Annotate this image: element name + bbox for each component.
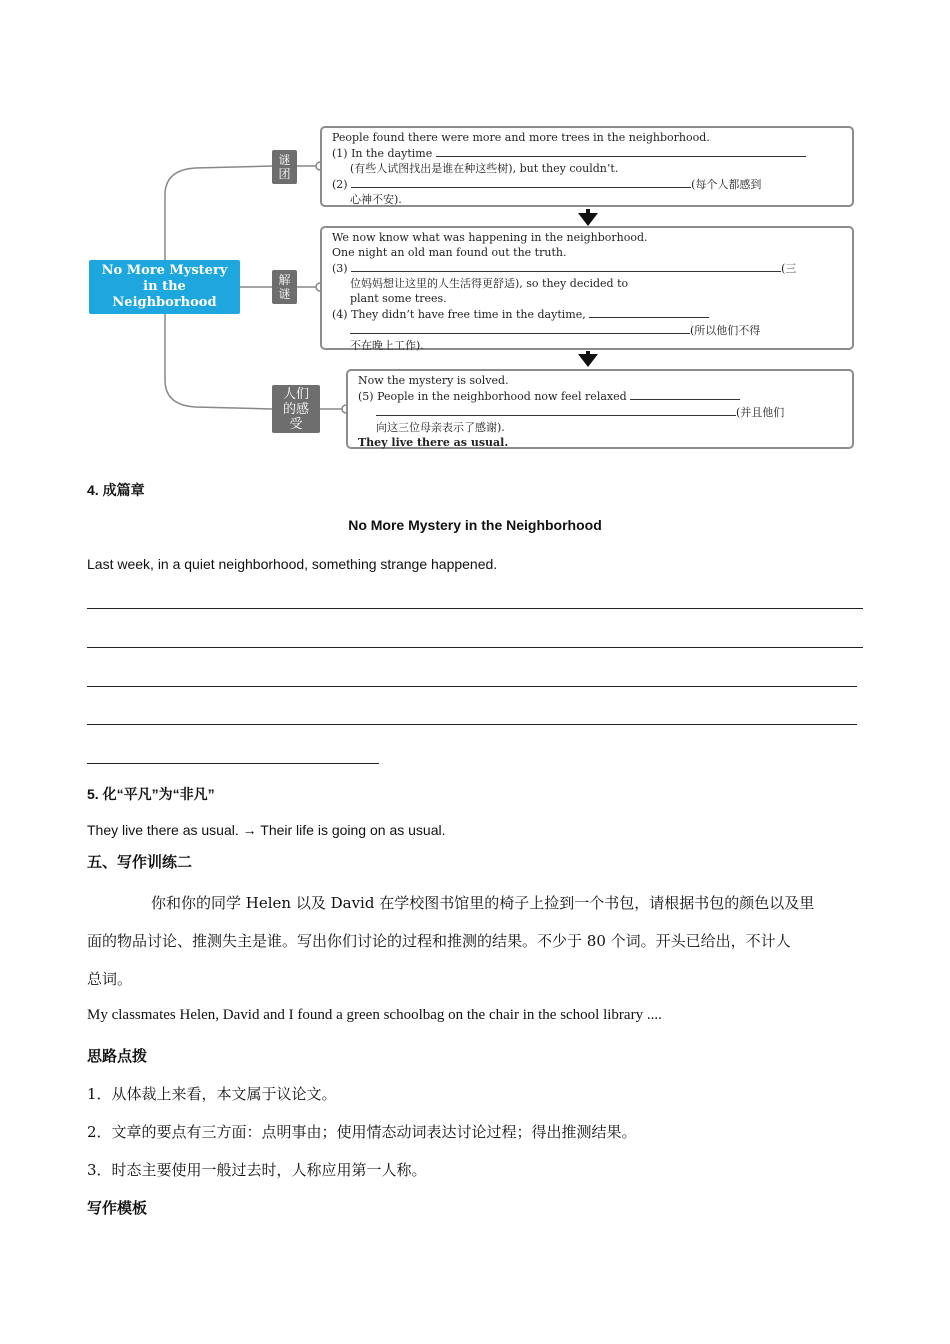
arrow-down-icon — [578, 213, 598, 226]
answer-blank-3[interactable] — [351, 260, 781, 272]
box2-line: 不在晚上工作). — [350, 339, 424, 352]
tag-feelings: 人们的感受 — [272, 385, 320, 433]
box1-line: (2) — [332, 178, 348, 191]
prompt-line: 总词。 — [87, 970, 133, 988]
tip-item: 3．时态主要使用一般过去时，人称应用第一人称。 — [87, 1161, 427, 1179]
tip-item: 2．文章的要点有三方面：点明事由；使用情态动词表达讨论过程；得出推测结果。 — [87, 1123, 637, 1141]
tag-solving: 解谜 — [272, 270, 297, 304]
answer-blank-4[interactable] — [589, 306, 709, 318]
box1-line: People found there were more and more trees in the neighborhood. — [332, 131, 710, 144]
box1-line: (1) In the daytime — [332, 147, 433, 160]
writing-line[interactable] — [87, 724, 857, 725]
mind-map-root-label: No More Mystery in the Neighborhood — [101, 263, 228, 310]
box2-line: (3) — [332, 262, 348, 275]
answer-blank-1[interactable] — [436, 145, 806, 157]
box2-line: (所以他们不得 — [690, 324, 761, 337]
mind-map-box-feelings — [346, 369, 854, 449]
essay-opening: Last week, in a quiet neighborhood, something strange happened. — [87, 556, 498, 572]
box1-line: (有些人试图找出是谁在种这些树), but they couldn’t. — [350, 162, 619, 175]
box2-line: We now know what was happening in the neighborhood. — [332, 231, 648, 244]
prompt-line: 你和你的同学 Helen 以及 David 在学校图书馆里的椅子上捡到一个书包，请根据书包的颜色以及里 — [151, 894, 815, 912]
box3-line: They live there as usual. — [358, 436, 509, 449]
box2-line: (4) They didn’t have free time in the daytime, — [332, 308, 586, 321]
box2-line: 位妈妈想让这里的人生活得更舒适), so they decided to — [350, 277, 629, 290]
box1-line: (每个人都感到 — [691, 178, 762, 191]
writing-line[interactable] — [87, 686, 857, 687]
answer-blank-2[interactable] — [351, 176, 691, 188]
prompt-opening: My classmates Helen, David and I found a green schoolbag on the chair in the school library .... — [87, 1007, 662, 1023]
section-5-example: They live there as usual. → Their life is going on as usual. — [87, 822, 446, 838]
box3-line: 向这三位母亲表示了感谢). — [376, 421, 505, 434]
template-heading: 写作模板 — [87, 1200, 148, 1217]
tip-item: 1．从体裁上来看，本文属于议论文。 — [87, 1085, 337, 1103]
box2-line: One night an old man found out the truth. — [332, 246, 567, 259]
arrow-down-icon — [578, 354, 598, 367]
mind-map-root — [89, 260, 240, 314]
mind-map-box-solving — [320, 226, 854, 350]
essay-title: No More Mystery in the Neighborhood — [348, 517, 602, 533]
answer-blank-5b[interactable] — [376, 404, 736, 416]
box1-line: 心神不安). — [350, 193, 402, 206]
section-5-heading: 5. 化“平凡”为“非凡” — [87, 786, 215, 802]
answer-blank-5[interactable] — [630, 388, 740, 400]
section-five-heading: 五、写作训练二 — [87, 854, 193, 871]
writing-line[interactable] — [87, 647, 863, 648]
tag-mystery: 谜团 — [272, 150, 297, 184]
answer-blank-4b[interactable] — [350, 322, 690, 334]
mind-map-box-mystery — [320, 126, 854, 207]
writing-line[interactable] — [87, 608, 863, 609]
box3-line: (5) People in the neighborhood now feel relaxed — [358, 390, 627, 403]
writing-line[interactable] — [87, 763, 379, 764]
box2-line: plant some trees. — [350, 292, 447, 305]
section-4-heading: 4. 成篇章 — [87, 482, 145, 498]
tips-heading: 思路点拨 — [87, 1048, 148, 1065]
prompt-line: 面的物品讨论、推测失主是谁。写出你们讨论的过程和推测的结果。不少于 80 个词。开头已给出，不计人 — [87, 932, 791, 950]
box3-line: (并且他们 — [736, 406, 785, 419]
box3-line: Now the mystery is solved. — [358, 374, 509, 387]
box2-line: (三 — [781, 262, 797, 275]
